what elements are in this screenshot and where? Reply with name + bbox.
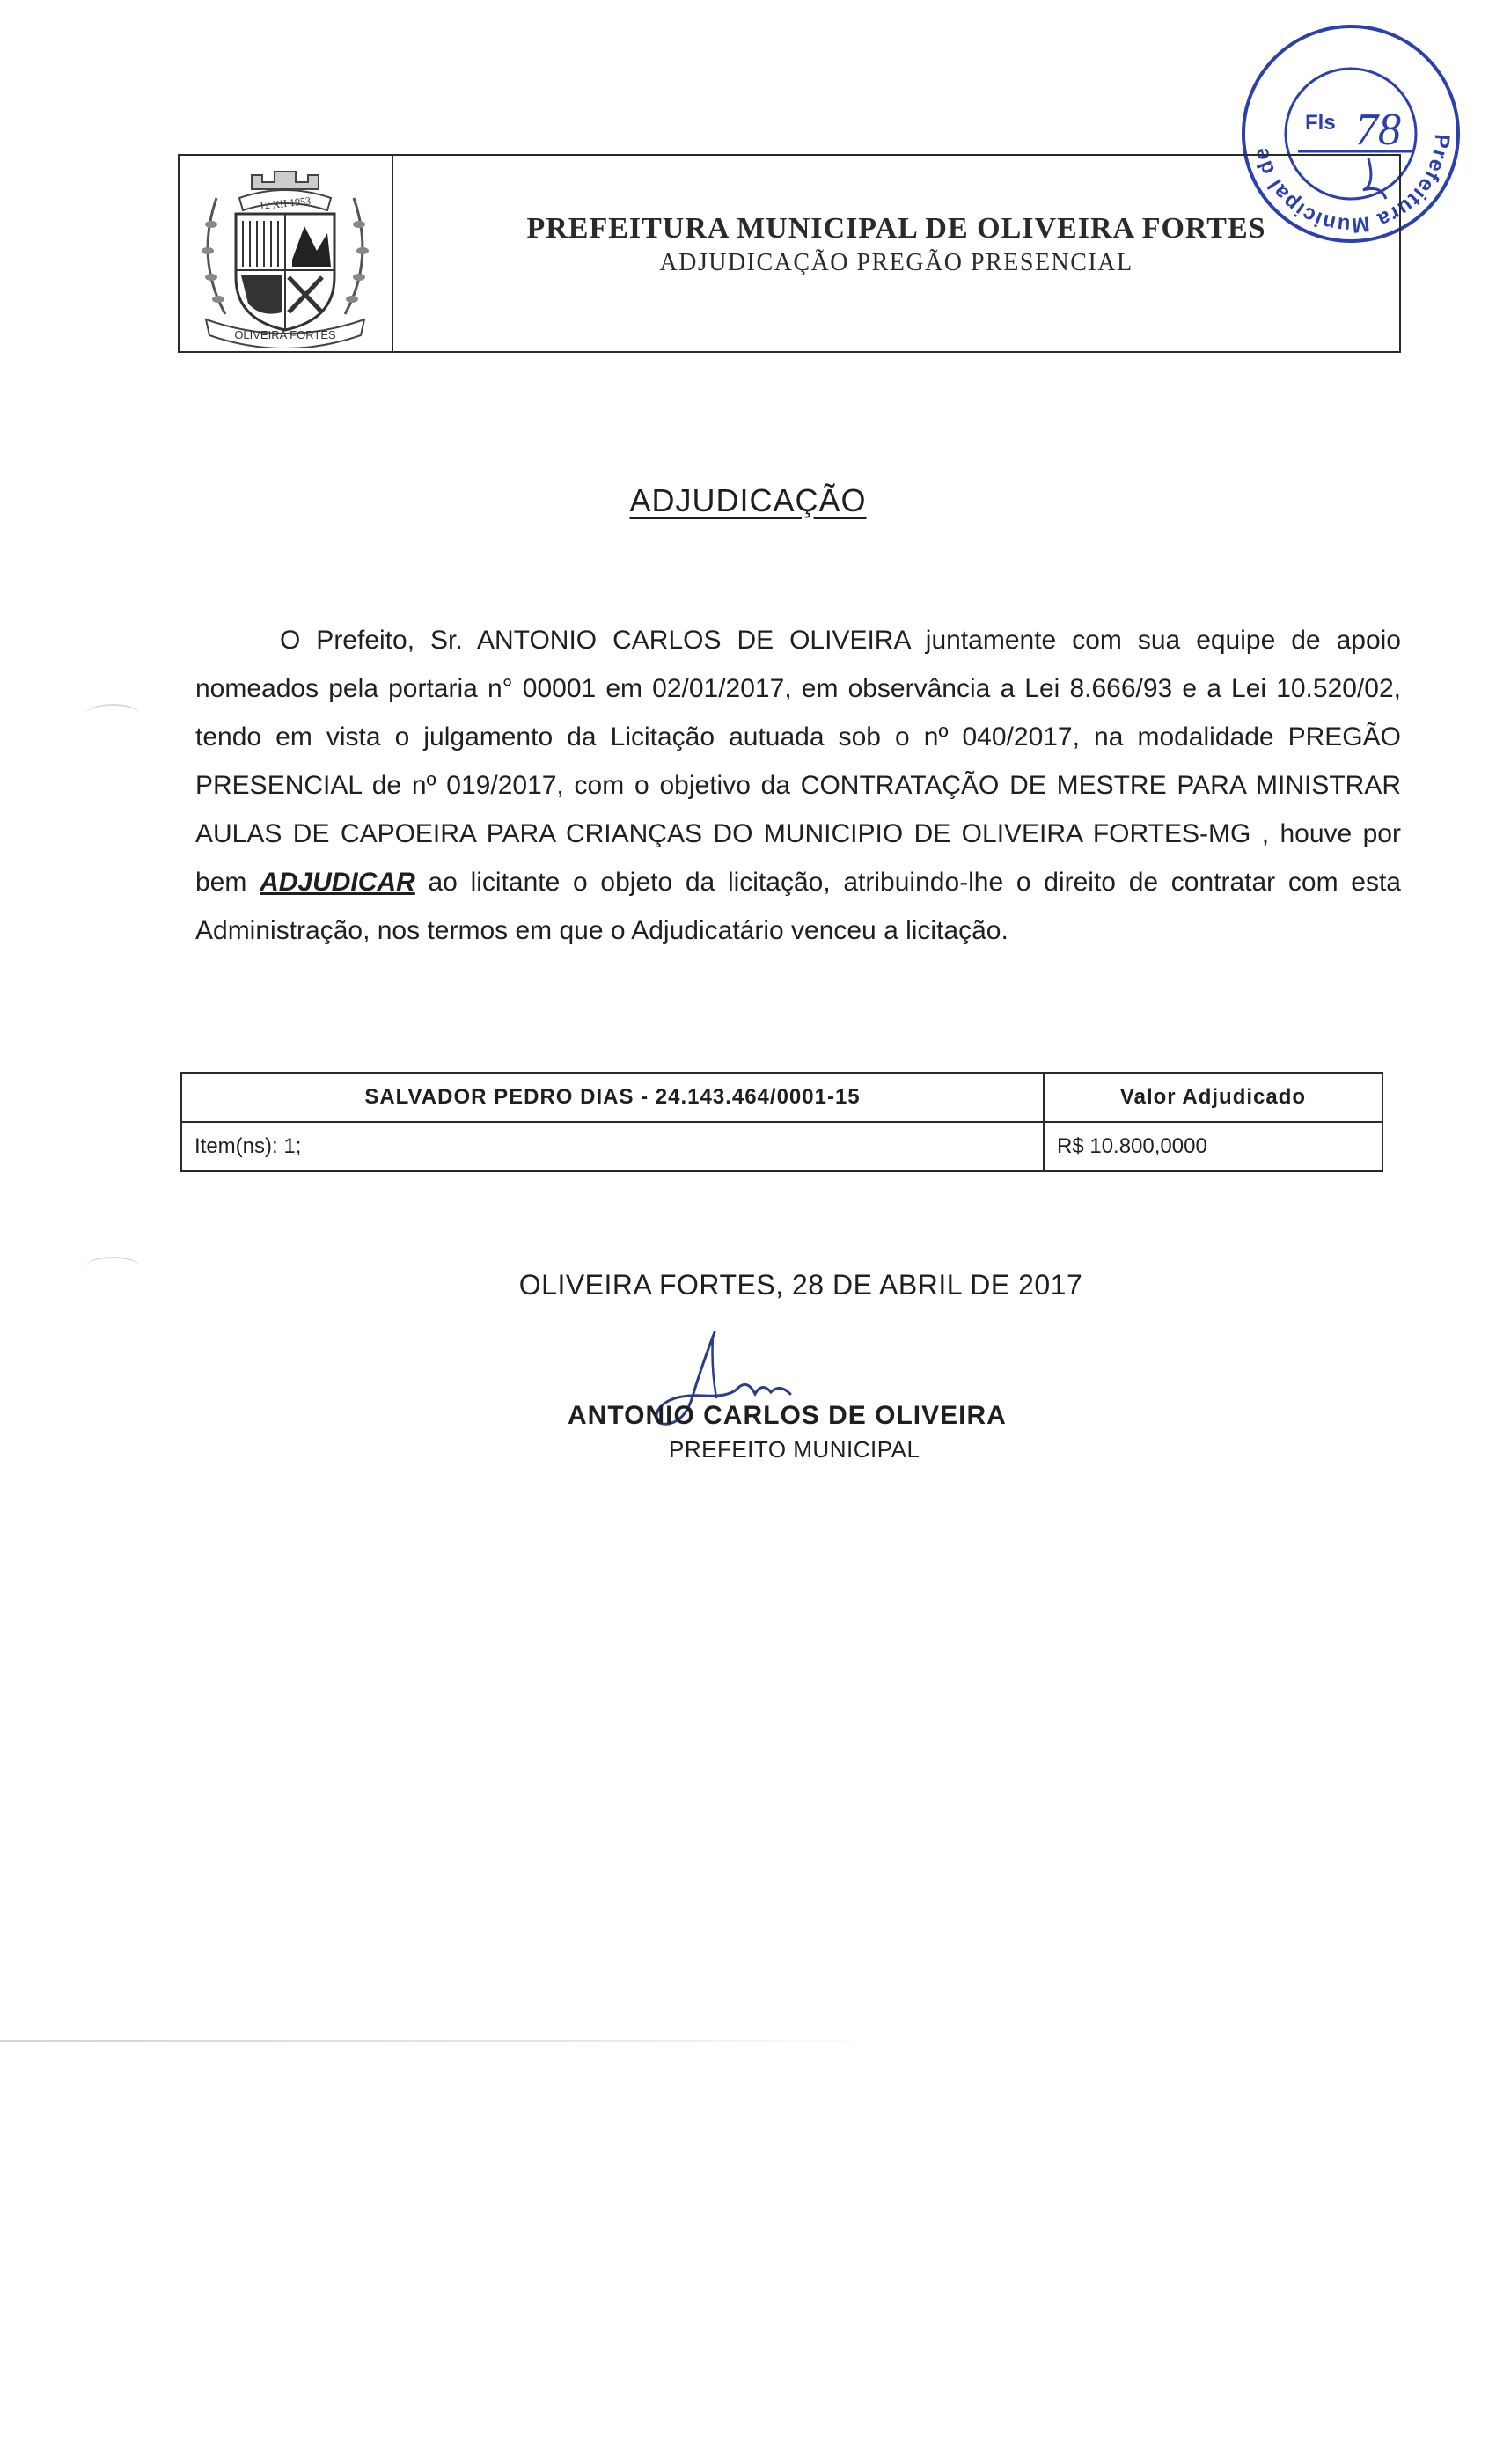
paragraph-part-2: ao licitante o objeto da licitação, atribuindo-lhe o direito de contratar com esta Administração, nos termos em que o Adjudicatário venceu a licitação.: [195, 868, 1401, 945]
crest-date: 12 XII 1953: [258, 194, 312, 213]
document-type-subtitle: ADJUDICAÇÃO PREGÃO PRESENCIAL: [659, 249, 1133, 276]
document-title: ADJUDICAÇÃO: [629, 482, 867, 518]
adjudicar-keyword: ADJUDICAR: [260, 868, 415, 897]
municipal-crest-icon: [190, 163, 380, 348]
signer-role: PREFEITO MUNICIPAL: [669, 1436, 920, 1463]
table-header-row: [181, 1073, 1382, 1122]
letterhead-text: [393, 156, 1399, 351]
letterhead: [178, 154, 1401, 353]
value-cell: R$ 10.800,0000: [1044, 1122, 1382, 1171]
municipality-title: PREFEITURA MUNICIPAL DE OLIVEIRA FORTES: [526, 212, 1266, 245]
signer-name: ANTONIO CARLOS DE OLIVEIRA: [568, 1401, 1007, 1430]
crest-name: OLIVEIRA FORTES: [234, 328, 336, 341]
award-table: [180, 1072, 1383, 1172]
table-row: [181, 1122, 1382, 1171]
stamp-field-label: Fls: [1305, 111, 1336, 135]
stamp-ring-text: Prefeitura Municipal de: [1249, 133, 1455, 238]
supplier-header: SALVADOR PEDRO DIAS - 24.143.464/0001-15: [181, 1073, 1044, 1122]
paragraph-part-1: O Prefeito, Sr. ANTONIO CARLOS DE OLIVEIRA juntamente com sua equipe de apoio nomeados pela portaria n° 00001 em 02/01/2017, em observância a Lei 8.666/93 e a Lei 10.520/02, tendo em vista o julgamento da Licitação autuada sob o nº 040/2017, na modalidade PREGÃO PRESENCIAL de nº 019/2017, com o objetivo da CONTRATAÇÃO DE MESTRE PARA MINISTRAR AULAS DE CAPOEIRA PARA CRIANÇAS DO MUNICIPIO DE OLIVEIRA FORTES-MG , houve por bem: [195, 626, 1401, 897]
scan-artifact-line: [0, 2040, 880, 2042]
stamp-folio: 78: [1355, 105, 1401, 155]
date-line: OLIVEIRA FORTES, 28 DE ABRIL DE 2017: [518, 1269, 1083, 1301]
scan-artifact: [86, 1257, 139, 1276]
adjudication-paragraph: [195, 616, 1401, 955]
crest-cell: [180, 156, 393, 351]
scan-artifact: [86, 704, 139, 723]
items-cell: Item(ns): 1;: [181, 1122, 1044, 1171]
value-header: Valor Adjudicado: [1044, 1073, 1382, 1122]
